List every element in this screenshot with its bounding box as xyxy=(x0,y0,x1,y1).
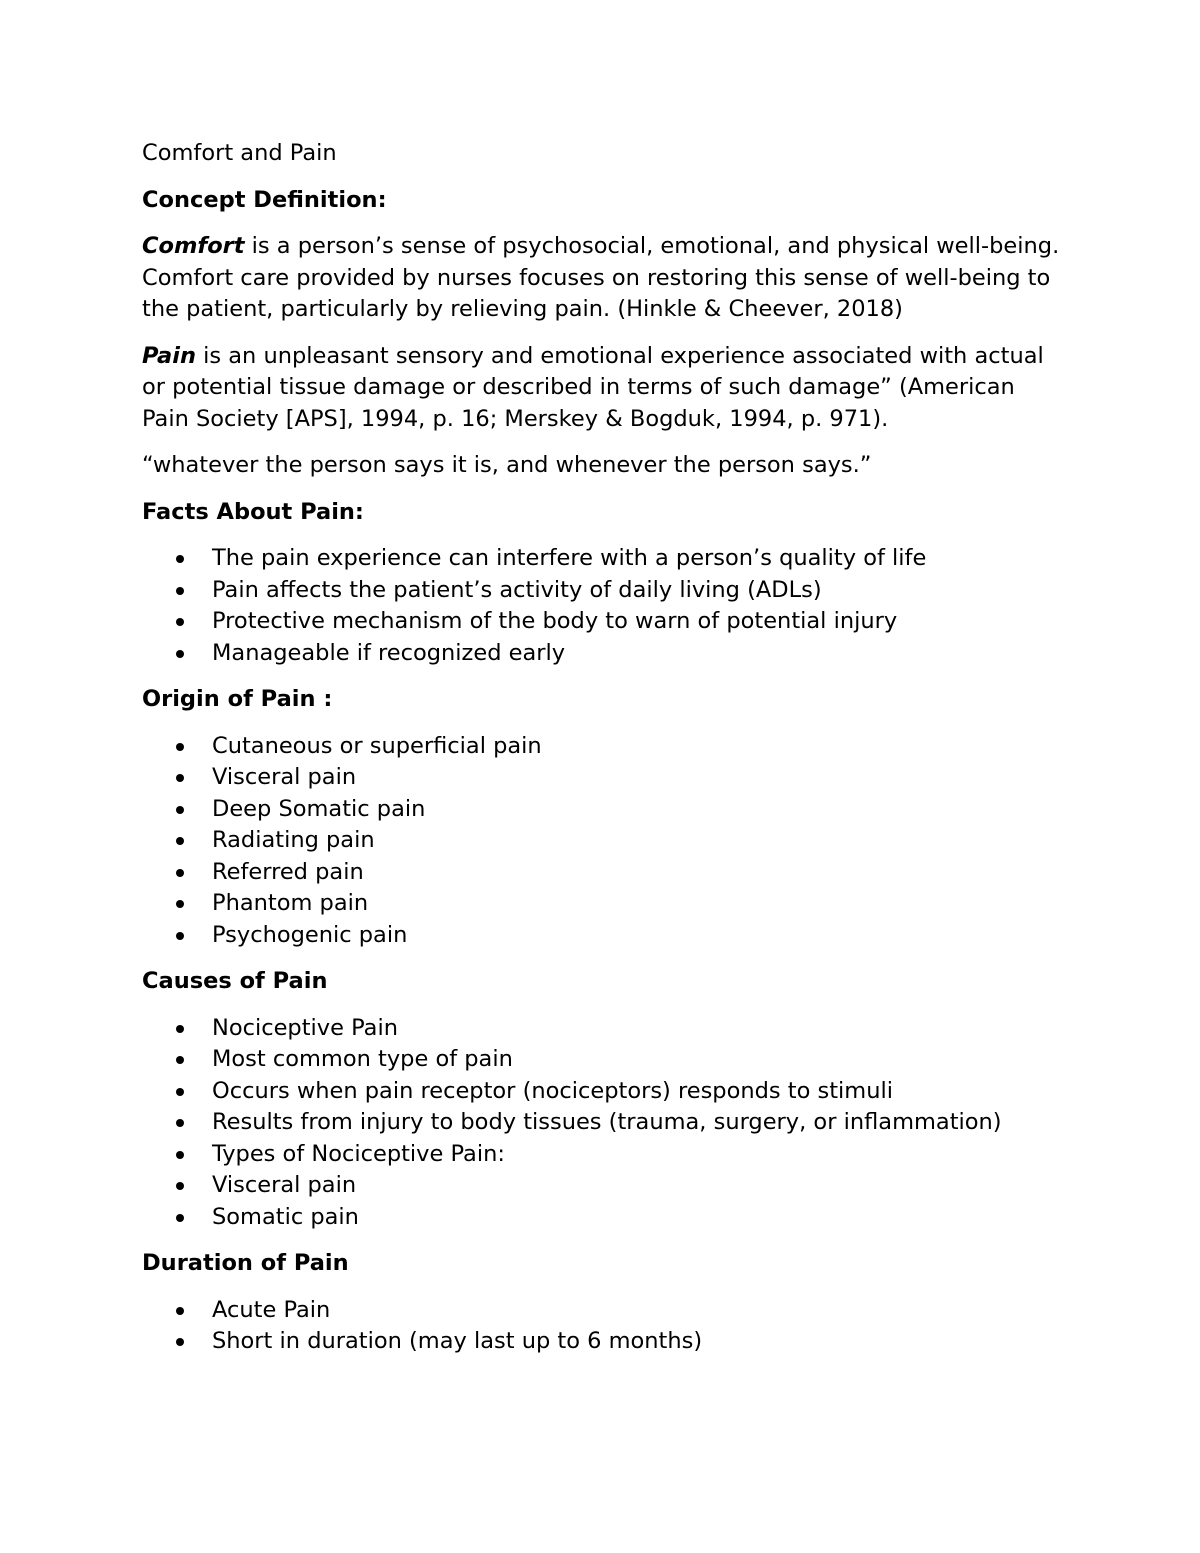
causes-list xyxy=(142,1013,1062,1234)
list-item: Acute Pain xyxy=(142,1295,1062,1327)
origin-list xyxy=(142,731,1062,952)
duration-heading: Duration of Pain xyxy=(142,1250,349,1276)
comfort-term: Comfort xyxy=(142,233,245,259)
list-item: Most common type of pain xyxy=(142,1044,1062,1076)
origin-heading: Origin of Pain : xyxy=(142,686,333,712)
list-item: Radiating pain xyxy=(142,825,1062,857)
list-item: Manageable if recognized early xyxy=(142,638,1062,670)
list-item: Phantom pain xyxy=(142,888,1062,920)
list-item: Psychogenic pain xyxy=(142,920,1062,952)
pain-definition xyxy=(142,341,1062,436)
pain-term: Pain xyxy=(142,342,196,369)
list-item: Short in duration (may last up to 6 months) xyxy=(142,1326,1062,1358)
causes-heading: Causes of Pain xyxy=(142,968,328,994)
list-item: Results from injury to body tissues (trauma, surgery, or inflammation) xyxy=(142,1107,1062,1139)
comfort-definition xyxy=(142,231,1062,326)
list-item: Occurs when pain receptor (nociceptors) responds to stimuli xyxy=(142,1076,1062,1108)
list-item: Referred pain xyxy=(142,857,1062,889)
list-item: Visceral pain xyxy=(142,762,1062,794)
list-item: Protective mechanism of the body to warn of potential injury xyxy=(142,606,1062,638)
pain-quote: “whatever the person says it is, and whenever the person says.” xyxy=(142,452,872,478)
concept-definition-heading: Concept Definition: xyxy=(142,186,387,213)
list-item: The pain experience can interfere with a person’s quality of life xyxy=(142,543,1062,575)
list-item: Cutaneous or superficial pain xyxy=(142,731,1062,763)
facts-list xyxy=(142,543,1062,669)
list-item: Nociceptive Pain xyxy=(142,1013,1062,1045)
list-item: Somatic pain xyxy=(142,1202,1062,1234)
list-item: Visceral pain xyxy=(142,1170,1062,1202)
document-page xyxy=(142,138,1062,1373)
comfort-definition-text: is a person’s sense of psychosocial, emotional, and physical well-being. Comfort care provided by nurses focuses on restoring this sense of well-being to the patient, particularly by relieving pain. (Hinkle & Cheever, 2018) xyxy=(142,233,1060,322)
document-title: Comfort and Pain xyxy=(142,140,337,166)
list-item: Deep Somatic pain xyxy=(142,794,1062,826)
duration-list xyxy=(142,1295,1062,1358)
list-item: Pain affects the patient’s activity of daily living (ADLs) xyxy=(142,575,1062,607)
facts-heading: Facts About Pain: xyxy=(142,498,364,525)
pain-definition-text: is an unpleasant sensory and emotional experience associated with actual or potential tissue damage or described in terms of such damage” (American Pain Society [APS], 1994, p. 16; Merskey & Bogduk, 1994, p. 971). xyxy=(142,342,1044,432)
list-item: Types of Nociceptive Pain: xyxy=(142,1139,1062,1171)
